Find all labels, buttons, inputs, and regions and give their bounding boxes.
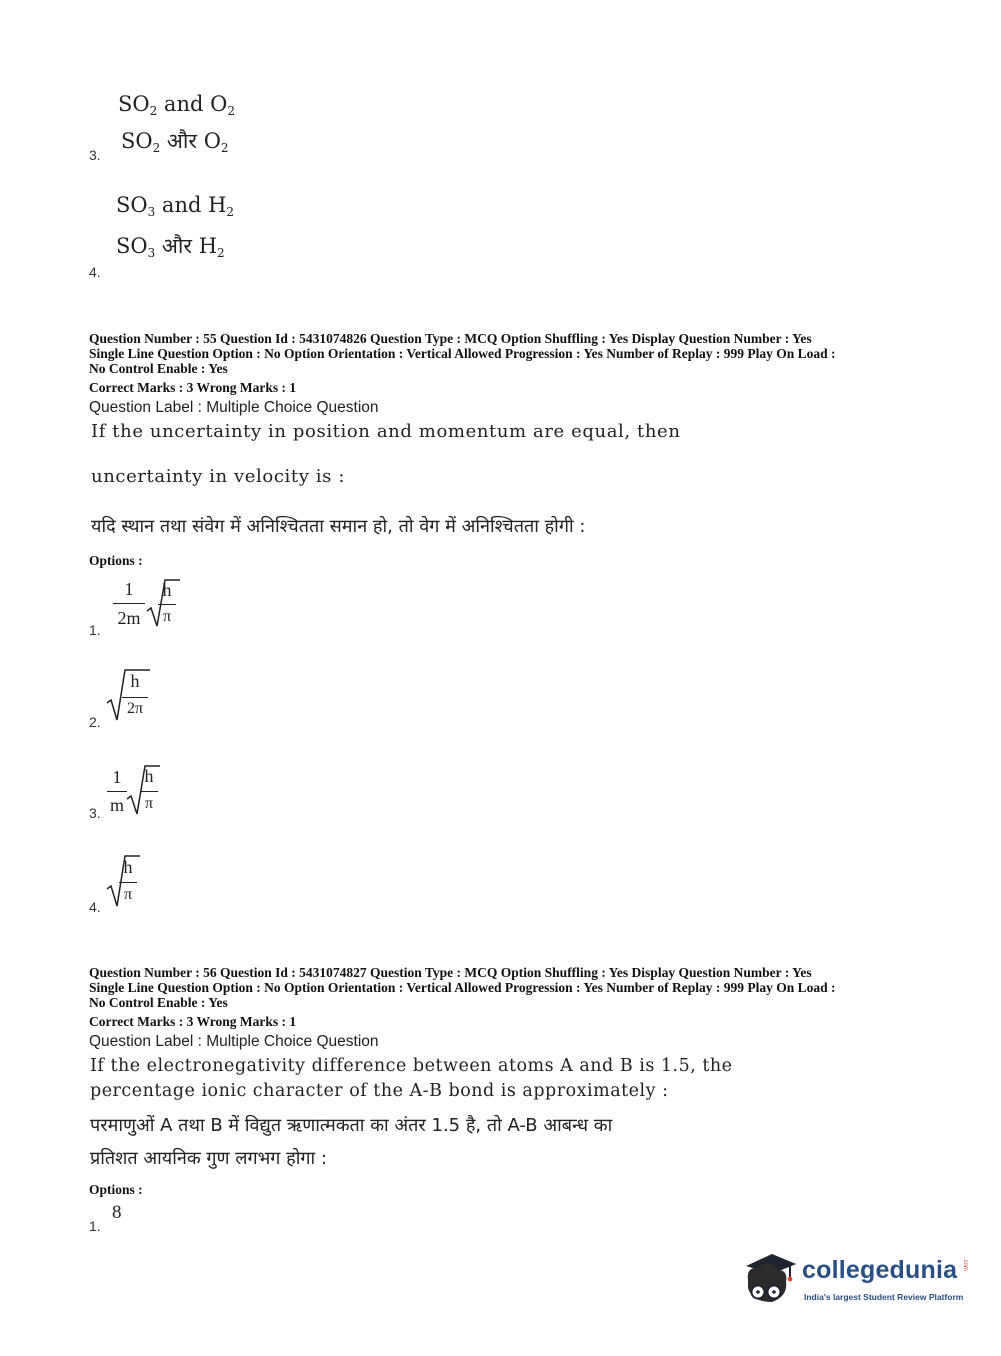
q56-meta-line2: Single Line Question Option : No Option Orientation : Vertical Allowed Progression : Yes Number of Replay : 999 Play On Load : [89, 980, 836, 995]
prev-option-3-en: $SO_2$ and $O_2$ [118, 92, 235, 118]
q55-meta [89, 331, 836, 376]
prev-option-4-en: $SO_3$ and $H_2$ [116, 193, 235, 219]
q56-text-en-2: percentage ionic character of the A-B bond is approximately : [90, 1081, 669, 1101]
q56-option-1-number: 1. [89, 1218, 101, 1234]
q56-marks: Correct Marks : 3 Wrong Marks : 1 [89, 1014, 297, 1029]
q55-marks: Correct Marks : 3 Wrong Marks : 1 [89, 380, 297, 395]
logo-tagline: India's largest Student Review Platform [804, 1292, 964, 1302]
q55-option-4-rad-bar [119, 882, 137, 883]
q56-text-hi-1: परमाणुओं A तथा B में विद्युत ऋणात्मकता का अंतर 1.5 है, तो A-B आबन्ध का [90, 1115, 613, 1136]
q55-text-hi: यदि स्थान तथा संवेग में अनिश्चितता समान हो, तो वेग में अनिश्चितता होगी : [91, 516, 586, 537]
q55-question-label: Question Label : Multiple Choice Question [89, 399, 379, 416]
q55-option-4-number: 4. [89, 899, 101, 915]
q56-option-1-value: 8 [112, 1202, 122, 1223]
q55-meta-line2: Single Line Question Option : No Option Orientation : Vertical Allowed Progression : Yes Number of Replay : 999 Play On Load : [89, 346, 836, 361]
q55-option-2-rad-den: 2π [126, 700, 144, 717]
q56-meta [89, 965, 836, 1010]
q55-option-3-rad-den: π [144, 795, 154, 812]
q55-option-1-coef-num: 1 [124, 579, 134, 599]
q55-option-1-rad-den: π [162, 608, 172, 625]
q55-options-label: Options : [89, 553, 143, 568]
q56-question-label: Question Label : Multiple Choice Question [89, 1033, 379, 1050]
q55-option-3-rad-num: h [144, 766, 154, 786]
q55-option-2-number: 2. [89, 714, 101, 730]
prev-option-3-number: 3. [89, 147, 101, 163]
q55-option-2-rad-num: h [130, 671, 140, 691]
mascot-icon [738, 1248, 800, 1310]
q56-text-en-1: If the electronegativity difference between atoms A and B is 1.5, the [90, 1056, 733, 1076]
q55-option-1-coef-bar [113, 603, 145, 604]
q55-option-4-rad-num: h [123, 857, 133, 877]
q56-meta-line1: Question Number : 56 Question Id : 5431074827 Question Type : MCQ Option Shuffling : Yes Display Question Number : Yes [89, 965, 812, 980]
q55-option-2-rad-bar [122, 697, 148, 698]
collegedunia-logo [738, 1248, 970, 1312]
prev-option-3-hi: $SO_2$ और $O_2$ [121, 129, 229, 155]
prev-option-4-hi: $SO_3$ और $H_2$ [116, 234, 225, 260]
q55-meta-line1: Question Number : 55 Question Id : 5431074826 Question Type : MCQ Option Shuffling : Yes Display Question Number : Yes [89, 331, 812, 346]
q55-option-3-rad-bar [140, 791, 158, 792]
q55-option-1-rad-num: h [162, 580, 172, 600]
q55-option-3-number: 3. [89, 805, 101, 821]
q55-option-4-rad-den: π [123, 886, 133, 903]
q55-option-1-coef-den: 2m [117, 608, 141, 628]
q55-option-3-coef-num: 1 [112, 767, 122, 787]
logo-name: collegedunia [802, 1256, 958, 1284]
prev-option-4-number: 4. [89, 264, 101, 280]
q55-option-3-coef-den: m [109, 795, 124, 815]
q55-text-en-2: uncertainty in velocity is : [91, 466, 345, 487]
q56-options-label: Options : [89, 1182, 143, 1197]
q55-option-1-rad-bar [158, 604, 176, 605]
q55-meta-line3: No Control Enable : Yes [89, 361, 228, 376]
logo-suffix: .com [962, 1258, 968, 1272]
q56-meta-line3: No Control Enable : Yes [89, 995, 228, 1010]
q55-text-en-1: If the uncertainty in position and momentum are equal, then [91, 421, 681, 442]
q56-text-hi-2: प्रतिशत आयनिक गुण लगभग होगा : [90, 1148, 327, 1169]
q55-option-1-number: 1. [89, 622, 101, 638]
